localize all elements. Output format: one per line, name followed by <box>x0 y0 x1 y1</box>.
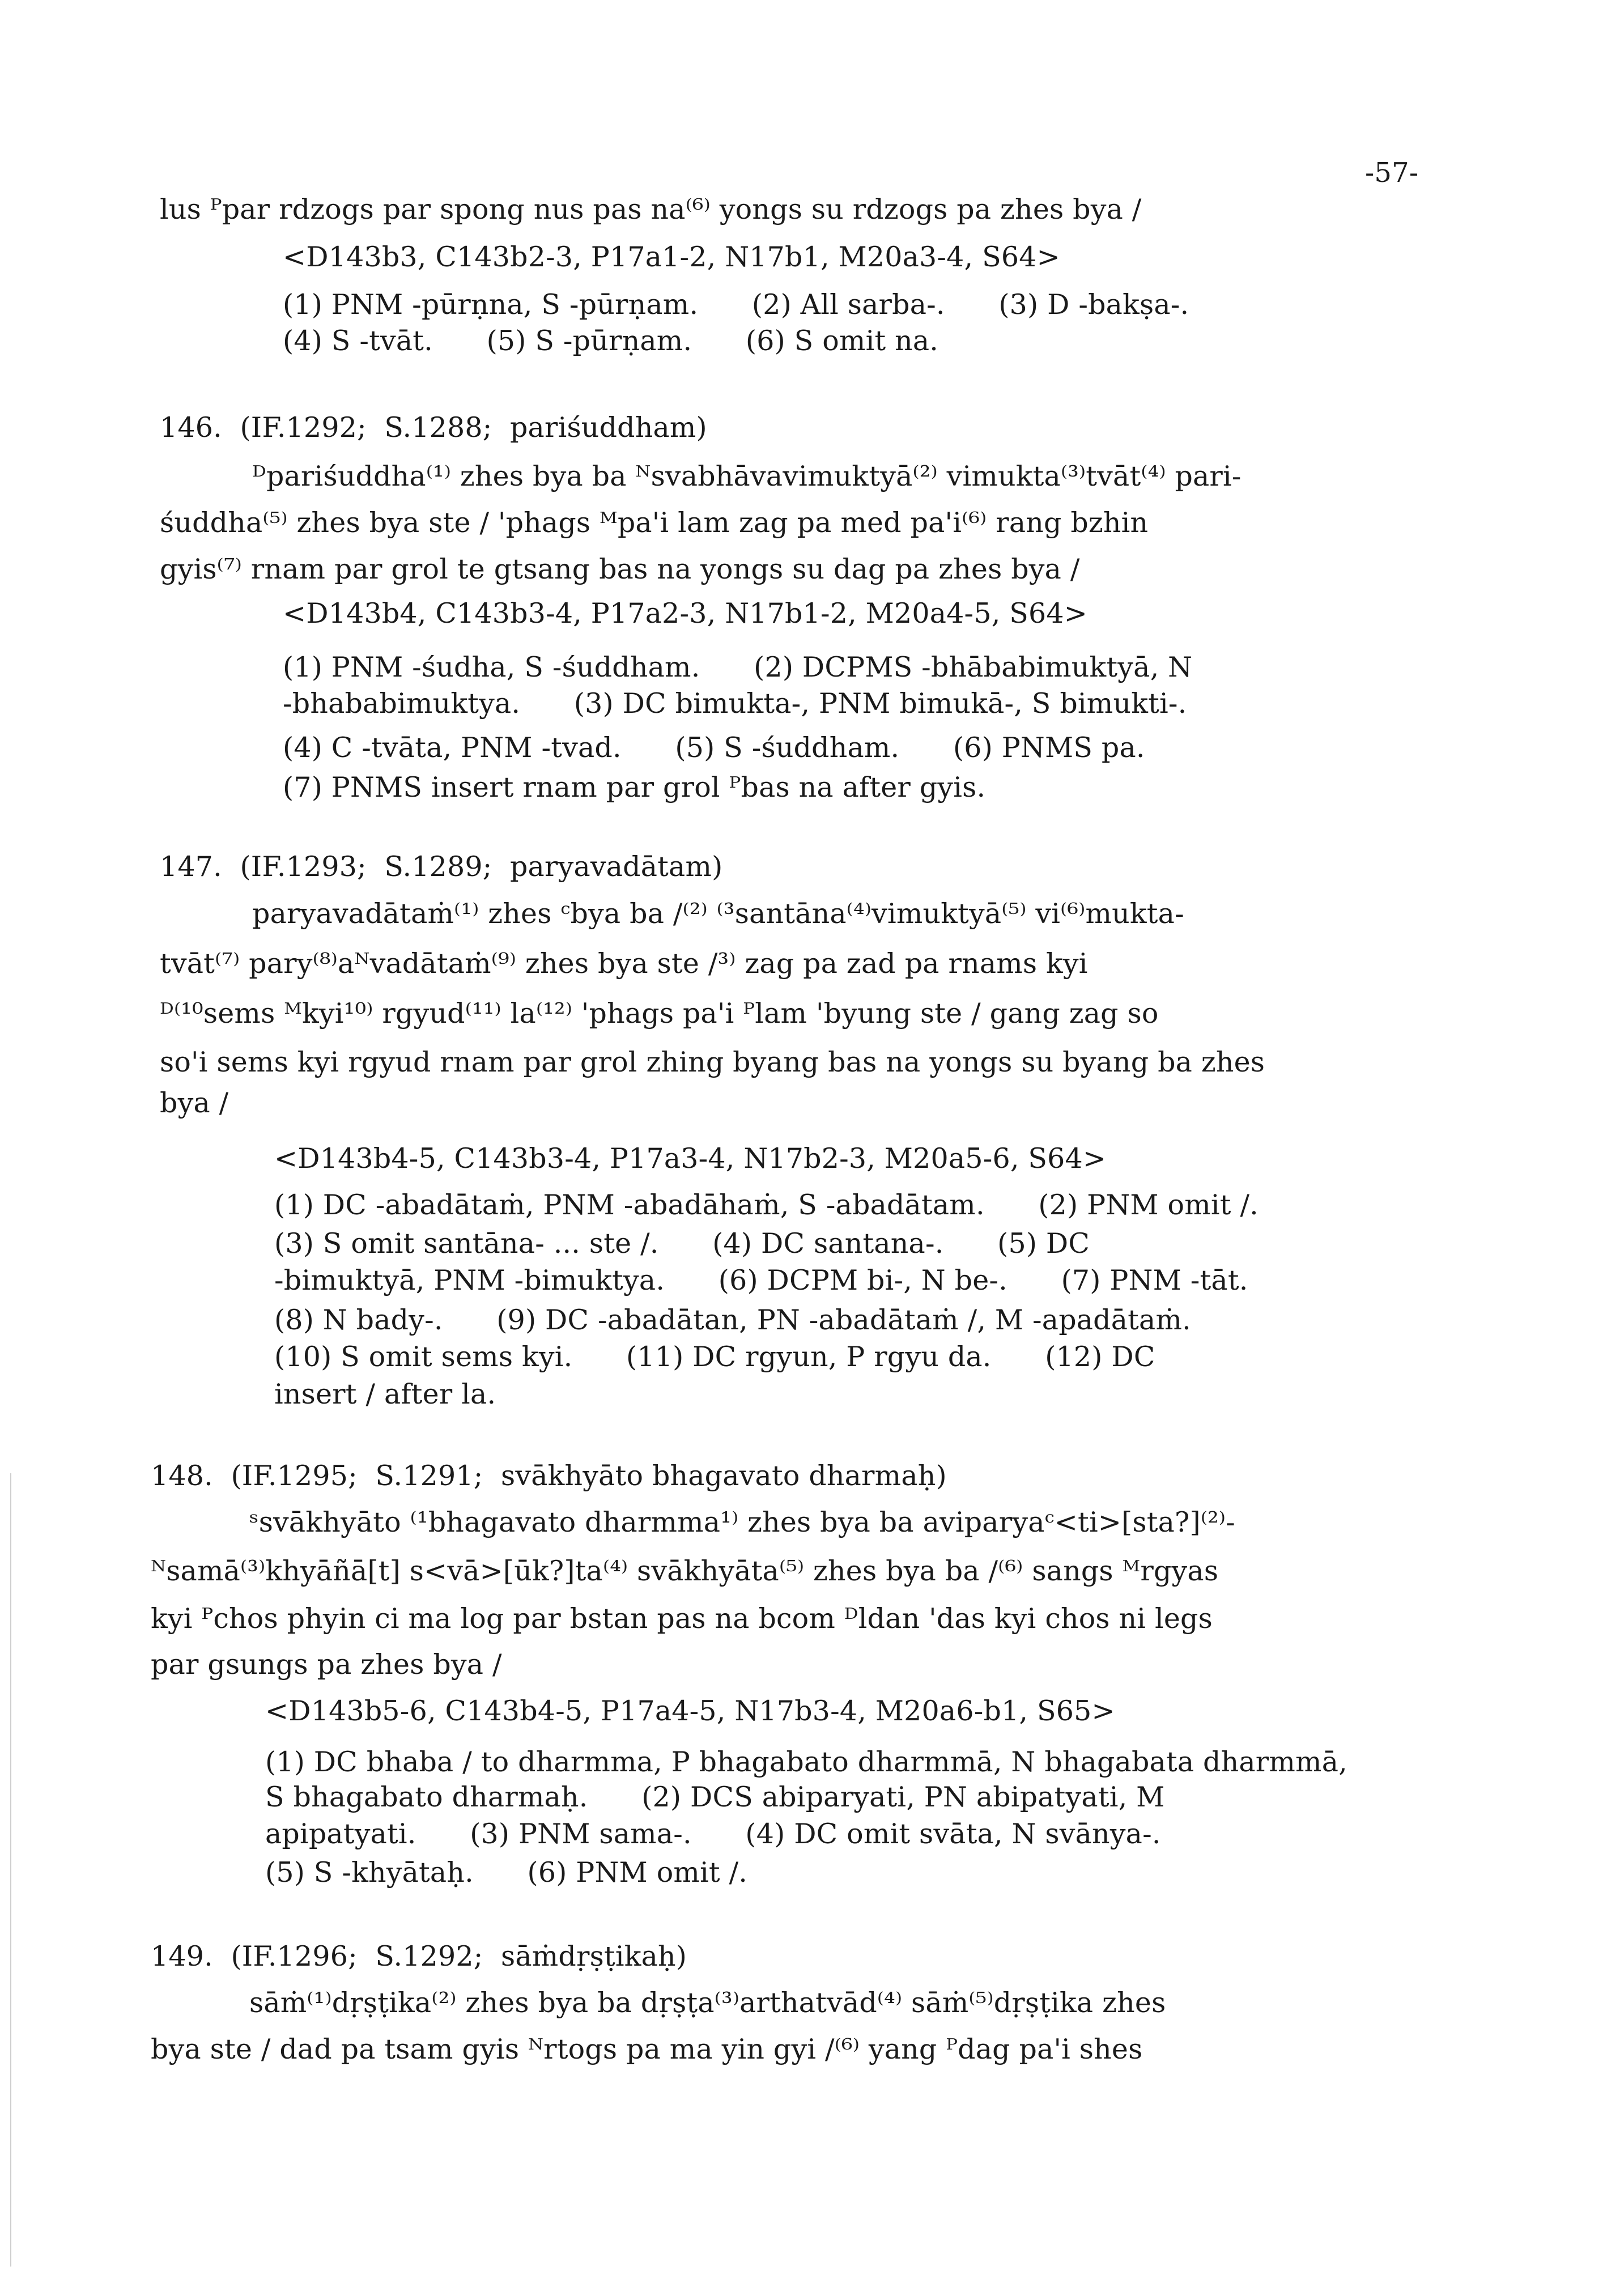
scan-edge-line <box>10 1473 11 2267</box>
entry-147-text-line-4: so'i sems kyi rgyud rnam par grol zhing byang bas na yongs su byang ba zhes <box>160 1046 1265 1078</box>
entry-146-note-line-2: -bhababimuktya. (3) DC bimukta-, PNM bimukā-, S bimukti-. <box>283 687 1187 720</box>
entry-149-heading: 149. (IF.1296; S.1292; sāṁdṛṣṭikaḥ) <box>151 1940 687 1972</box>
entry-147-note-line-6: insert / after la. <box>274 1378 496 1410</box>
entry-149-text-line-1: sāṁ⁽¹⁾dṛṣṭika⁽²⁾ zhes bya ba dṛṣṭa⁽³⁾arthatvād⁽⁴⁾ sāṁ⁽⁵⁾dṛṣṭika zhes <box>249 1987 1166 2019</box>
entry-147-text-line-3: ᴰ⁽¹⁰sems ᴹkyi¹⁰⁾ rgyud⁽¹¹⁾ la⁽¹²⁾ 'phags pa'i ᴾlam 'byung ste / gang zag so <box>160 997 1159 1030</box>
entry-147-note-line-1: (1) DC -abadātaṁ, PNM -abadāhaṁ, S -abadātam. (2) PNM omit /. <box>274 1189 1259 1221</box>
entry-146-text-line-3: gyis⁽⁷⁾ rnam par grol te gtsang bas na yongs su dag pa zhes bya / <box>160 553 1080 585</box>
entry-148-note-line-4: (5) S -khyātaḥ. (6) PNM omit /. <box>265 1856 748 1889</box>
entry-147-note-line-4: (8) N bady-. (9) DC -abadātan, PN -abadātaṁ /, M -apadātaṁ. <box>274 1304 1191 1336</box>
entry-147-text-line-5: bya / <box>160 1087 229 1119</box>
entry-149-text-line-2: bya ste / dad pa tsam gyis ᴺrtogs pa ma yin gyi /⁽⁶⁾ yang ᴾdag pa'i shes <box>151 2033 1143 2065</box>
entry-145-note-line-2: (4) S -tvāt. (5) S -pūrṇam. (6) S omit na. <box>283 325 939 357</box>
entry-147-text-line-2: tvāt⁽⁷⁾ pary⁽⁸⁾aᴺvadātaṁ⁽⁹⁾ zhes bya ste /³⁾ zag pa zad pa rnams kyi <box>160 947 1088 980</box>
entry-147-note-line-5: (10) S omit sems kyi. (11) DC rgyun, P rgyu da. (12) DC <box>274 1341 1155 1373</box>
entry-148-heading: 148. (IF.1295; S.1291; svākhyāto bhagavato dharmaḥ) <box>151 1460 947 1492</box>
entry-147-text-line-1: paryavadātaṁ⁽¹⁾ zhes ᶜbya ba /⁽²⁾ ⁽³santāna⁽⁴⁾vimuktyā⁽⁵⁾ vi⁽⁶⁾mukta- <box>252 898 1184 930</box>
entry-146-note-line-1: (1) PNM -śudha, S -śuddham. (2) DCPMS -bhābabimuktyā, N <box>283 651 1193 683</box>
entry-145-text-line-1: lus ᴾpar rdzogs par spong nus pas na⁽⁶⁾ yongs su rdzogs pa zhes bya / <box>160 193 1142 226</box>
page-number: -57- <box>1365 157 1419 189</box>
entry-148-text-line-3: kyi ᴾchos phyin ci ma log par bstan pas na bcom ᴰldan 'das kyi chos ni legs <box>151 1602 1213 1635</box>
entry-147-sources: <D143b4-5, C143b3-4, P17a3-4, N17b2-3, M20a5-6, S64> <box>274 1142 1107 1175</box>
entry-146-note-line-3: (4) C -tvāta, PNM -tvad. (5) S -śuddham. (6) PNMS pa. <box>283 732 1145 764</box>
entry-146-heading: 146. (IF.1292; S.1288; pariśuddham) <box>160 411 707 444</box>
entry-147-heading: 147. (IF.1293; S.1289; paryavadātam) <box>160 851 723 883</box>
entry-147-note-line-3: -bimuktyā, PNM -bimuktya. (6) DCPM bi-, N be-. (7) PNM -tāt. <box>274 1264 1248 1296</box>
entry-145-sources: <D143b3, C143b2-3, P17a1-2, N17b1, M20a3-4, S64> <box>283 241 1060 273</box>
entry-146-text-line-1: ᴰpariśuddha⁽¹⁾ zhes bya ba ᴺsvabhāvavimuktyā⁽²⁾ vimukta⁽³⁾tvāt⁽⁴⁾ pari- <box>252 460 1242 492</box>
entry-148-note-line-2: S bhagabato dharmaḥ. (2) DCS abiparyati, PN abipatyati, M <box>265 1781 1165 1813</box>
entry-148-text-line-4: par gsungs pa zhes bya / <box>151 1648 502 1681</box>
entry-146-sources: <D143b4, C143b3-4, P17a2-3, N17b1-2, M20a4-5, S64> <box>283 597 1088 630</box>
entry-146-note-line-4: (7) PNMS insert rnam par grol ᴾbas na after gyis. <box>283 771 986 803</box>
entry-148-sources: <D143b5-6, C143b4-5, P17a4-5, N17b3-4, M20a6-b1, S65> <box>265 1695 1115 1727</box>
entry-148-note-line-1: (1) DC bhaba / to dharmma, P bhagabato dharmmā, N bhagabata dharmmā, <box>265 1746 1347 1778</box>
entry-146-text-line-2: śuddha⁽⁵⁾ zhes bya ste / 'phags ᴹpa'i lam zag pa med pa'i⁽⁶⁾ rang bzhin <box>160 507 1149 539</box>
entry-148-text-line-2: ᴺsamā⁽³⁾khyāñā[t] s<vā>[ūk?]ta⁽⁴⁾ svākhyāta⁽⁵⁾ zhes bya ba /⁽⁶⁾ sangs ᴹrgyas <box>151 1555 1219 1587</box>
entry-148-text-line-1: ˢsvākhyāto ⁽¹bhagavato dharmma¹⁾ zhes bya ba aviparyaᶜ<ti>[sta?]⁽²⁾- <box>249 1506 1235 1538</box>
entry-145-note-line-1: (1) PNM -pūrṇna, S -pūrṇam. (2) All sarba-. (3) D -bakṣa-. <box>283 288 1189 321</box>
entry-148-note-line-3: apipatyati. (3) PNM sama-. (4) DC omit svāta, N svānya-. <box>265 1818 1161 1850</box>
entry-147-note-line-2: (3) S omit santāna- ... ste /. (4) DC santana-. (5) DC <box>274 1227 1090 1260</box>
